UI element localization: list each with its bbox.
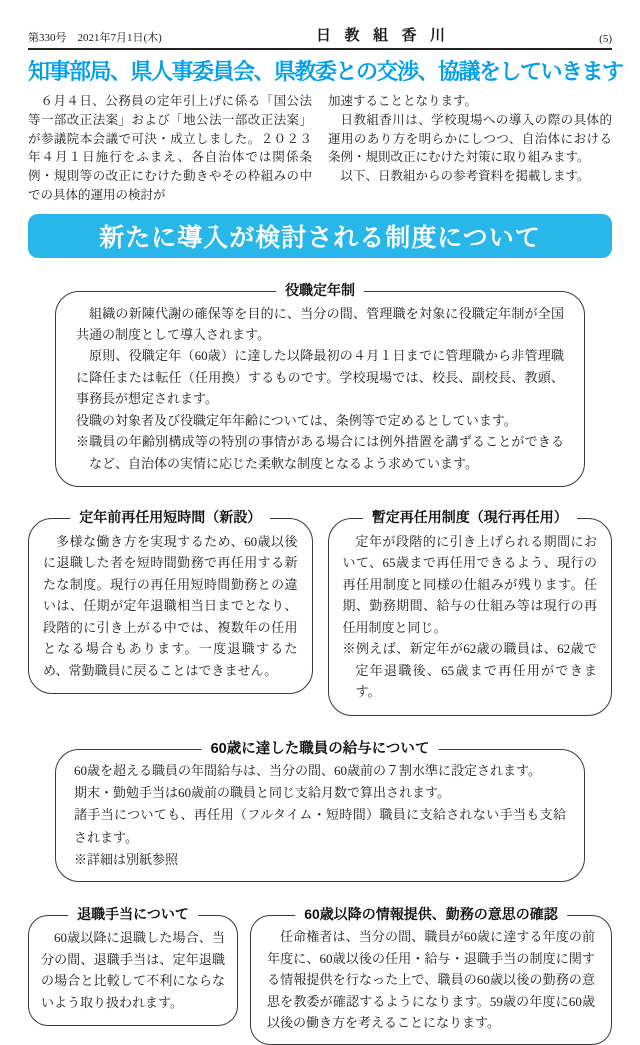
box-joho-body: 任命権者は、当分の間、職員が60歳に達する年度の前年度に、60歳以後の任用・給与・退職手当の制度に関する情報提供を行なった上で、職員の60歳以後の勤務の意思を教委が確認するようになります。59歳の年度に60歳以後の働き方を考えることになります。 (267, 929, 595, 1031)
box-zantei-note: ※例えば、新定年が62歳の職員は、62歳で定年退職後、65歳まで再任用ができます。 (342, 641, 597, 700)
box-zantei-body: 定年が段階的に引き上げられる期間において、65歳まで再任用できるよう、現行の再任用制度と同様の仕組みが残ります。任期、勤務期間、給与の仕組み等は現行の再任用制度と同じ。 (342, 534, 597, 635)
box-kyuyo (55, 740, 585, 883)
intro-right-paragraph-1: 加速することとなります。 (328, 94, 478, 108)
page-header (28, 24, 612, 50)
box-taishoku-title: 退職手当について (68, 905, 198, 925)
box-kyuyo-note: ※詳細は別紙参照 (74, 851, 179, 867)
box-zantei-title: 暫定再任用制度（現行再任用） (363, 508, 577, 528)
box-taishoku-teate (28, 906, 238, 1026)
box-kyuyo-line-3: 諸手当についても、再任用（フルタイム・短時間）職員に支給されない手当も支給されます。 (74, 807, 566, 845)
box-joho-teikyo (250, 906, 612, 1045)
box-yakushoku-paragraph-3: 役職の対象者及び役職定年年齢については、条例等で定めるとしています。 (76, 412, 517, 428)
bottom-box-row (28, 906, 612, 1045)
section-banner-text: 新たに導入が検討される制度について (99, 223, 541, 252)
box-yakushoku-paragraph-1: 組織の新陳代謝の確保等を目的に、当分の間、管理職を対象に役職定年制が全国共通の制度として導入されます。 (76, 305, 564, 342)
box-yakushoku-teinensei (55, 281, 585, 488)
box-kyuyo-title: 60歳に達した職員の給与について (202, 739, 439, 759)
intro-column-left: ６月４日、公務員の定年引上げに係る「国公法等一部改正法案」および「地公法一部改正法案」が参議院本会議で可決・成立しました。２０２３年４月１日施行をふまえ、各自治体では関係条例・規則等の改正にむけた動きやその枠組みの中での具体的運用の検討が (28, 94, 312, 202)
box-kyuyo-line-2: 期末・勤勉手当は60歳前の職員と同じ支給月数で算出されます。 (74, 784, 450, 800)
intro-right-paragraph-3: 以下、日教組からの参考資料を掲載します。 (340, 169, 590, 183)
main-headline: 知事部局、県人事委員会、県教委との交渉、協議をしていきます (28, 59, 623, 84)
box-joho-title: 60歳以降の情報提供、勤務の意思の確認 (295, 905, 567, 925)
box-teinenmae-body: 多様な働き方を実現するため、60歳以後に退職した者を短時間勤務で再任用する新たな制度。現行の再任用短時間勤務との違いは、任期が定年退職相当日までとなり、段階的に引き上がる中では、複数年の任用となる場合もあります。一度退職するため、常勤職員に戻ることはできません。 (43, 534, 298, 678)
intro-column-right (328, 92, 612, 205)
intro-right-paragraph-2: 日教組香川は、学校現場への導入の際の具体的運用のあり方を明らかにしつつ、自治体における条例・規則改正にむけた対策に取り組みます。 (328, 112, 612, 165)
box-yakushoku-title: 役職定年制 (276, 281, 364, 301)
box-yakushoku-note: ※職員の年齢別構成等の特別の事情がある場合には例外措置を講ずることができるなど、自治体の実情に応じた柔軟な制度となるよう求めています。 (76, 434, 564, 471)
box-kyuyo-line-1: 60歳を超える職員の年間給与は、当分の間、60歳前の７割水準に設定されます。 (74, 762, 541, 778)
issue-number-date: 第330号 2021年7月1日(木) (28, 32, 162, 44)
middle-box-row (28, 509, 612, 716)
page-number: (5) (599, 33, 612, 45)
intro-columns (28, 92, 612, 205)
box-taishoku-body: 60歳以降に退職した場合、当分の間、退職手当は、定年退職の場合と比較して不利にならないよう取り扱われます。 (41, 930, 225, 1010)
section-banner (28, 214, 612, 258)
box-yakushoku-paragraph-2: 原則、役職定年（60歳）に達した以降最初の４月１日までに管理職から非管理職に降任または転任（任用換）するものです。学校現場では、校長、副校長、教頭、事務長が想定されます。 (76, 348, 564, 407)
box-teinenmae-title: 定年前再任用短時間（新設） (70, 508, 270, 528)
box-teinenmae-saininyo (28, 509, 313, 694)
box-zantei-saininyo (328, 509, 613, 716)
publication-title: 日教組香川 (315, 27, 459, 44)
